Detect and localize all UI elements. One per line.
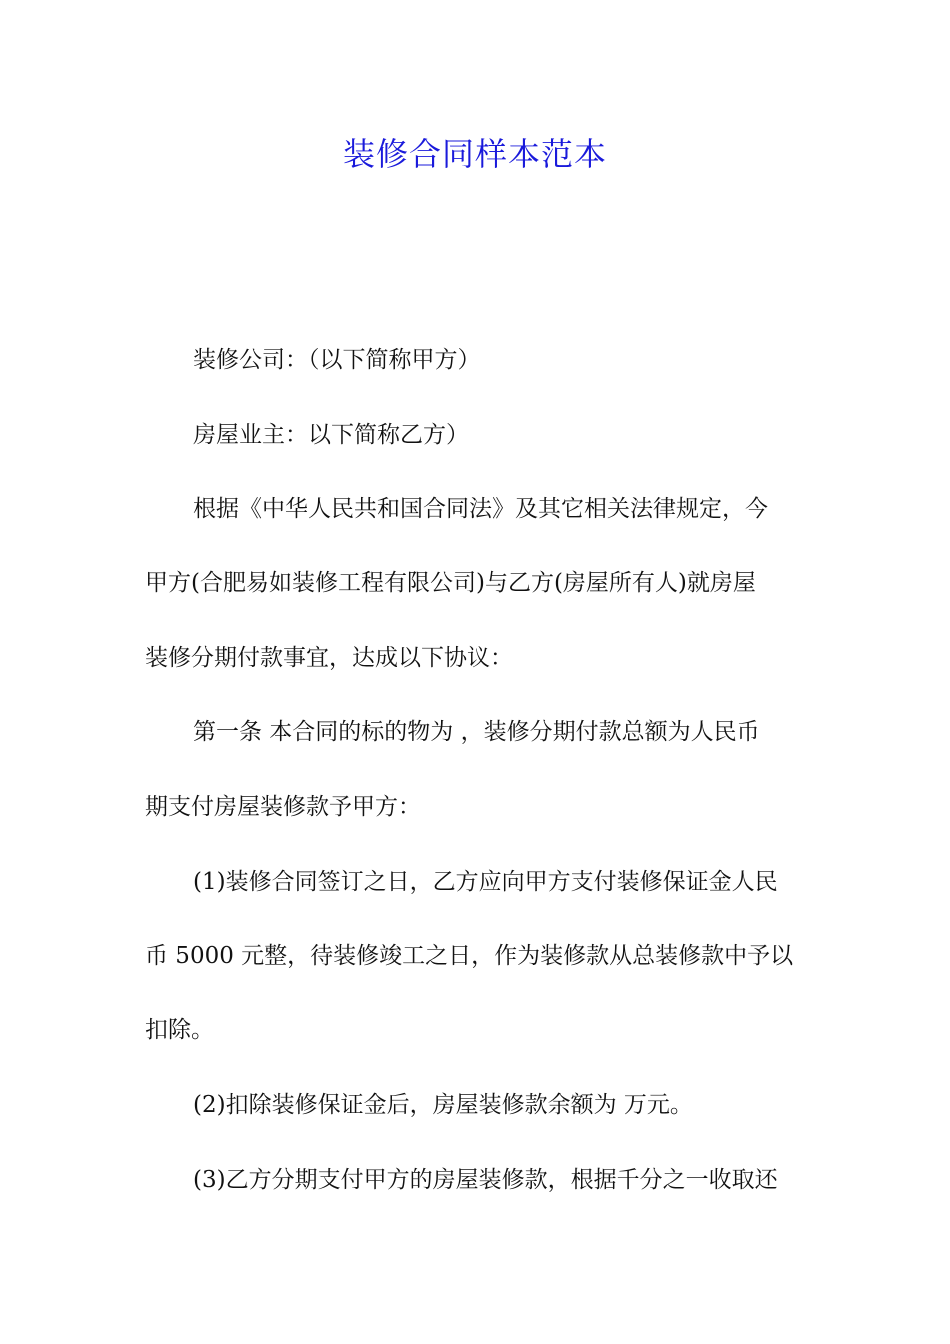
article-one-line: 第一条 本合同的标的物为 ，装修分期付款总额为人民币 bbox=[193, 719, 760, 745]
party-a-line: 装修公司：（以下简称甲方） bbox=[193, 347, 481, 373]
party-b-line: 房屋业主：以下简称乙方） bbox=[193, 422, 469, 448]
paragraph-line: 扣除。 bbox=[145, 1017, 214, 1043]
clause-2-line: (2)扣除装修保证金后，房屋装修款余额为 万元。 bbox=[193, 1092, 693, 1118]
paragraph-line: 币 5000 元整，待装修竣工之日，作为装修款从总装修款中予以 bbox=[145, 943, 794, 969]
document-title: 装修合同样本范本 bbox=[342, 135, 607, 173]
paragraph-line: 期支付房屋装修款予甲方： bbox=[145, 794, 421, 820]
paragraph-line: 甲方(合肥易如装修工程有限公司)与乙方(房屋所有人)就房屋 bbox=[145, 570, 756, 596]
paragraph-line: 装修分期付款事宜，达成以下协议： bbox=[145, 645, 513, 671]
clause-1-line: (1)装修合同签订之日，乙方应向甲方支付装修保证金人民 bbox=[193, 869, 778, 895]
clause-3-line: (3)乙方分期支付甲方的房屋装修款，根据千分之一收取还 bbox=[193, 1167, 778, 1193]
paragraph-line: 根据《中华人民共和国合同法》及其它相关法律规定，今 bbox=[193, 496, 768, 522]
